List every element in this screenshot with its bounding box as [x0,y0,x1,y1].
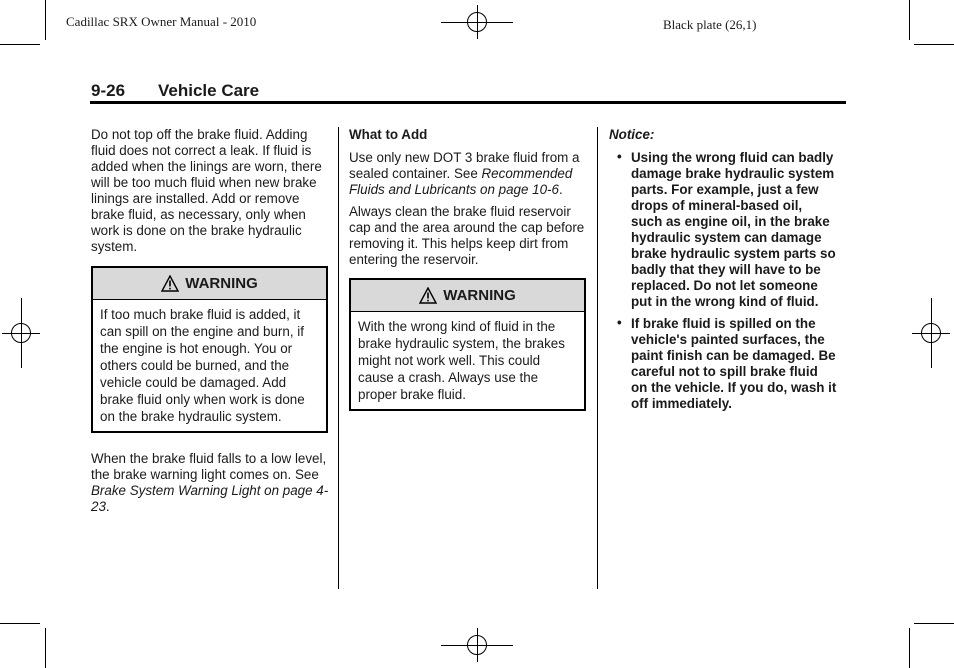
warning-text: If too much brake fluid is added, it can spill on the engine and burn, if the engine is hot enough. You or others could be burned, and the vehicle could be damaged. Add brake fluid only when work is done on the brake hydraulic system. [100,307,305,424]
section-title: Vehicle Care [158,81,260,100]
crop-mark [45,0,46,40]
list-item-text: Using the wrong fluid can badly damage brake hydraulic system parts. For example, just a few drops of mineral-based oil, such as engine oil, in the brake hydraulic system can damage brake hydraulic system parts so badly that they will have to be replaced. Do not let someone put in the wrong kind of fluid. [631,150,836,309]
list-item [609,150,837,310]
notice-label: Notice: [609,127,655,142]
column-2 [349,127,587,411]
paragraph-end: . [558,182,563,197]
paragraph-text: Use only new DOT 3 brake fluid from a sealed container. See [349,150,580,181]
column-3 [609,127,837,418]
warning-header [93,268,326,300]
manual-title: Cadillac SRX Owner Manual - 2010 [66,14,257,29]
warning-triangle-icon [161,275,179,292]
crop-mark [0,44,40,45]
warning-triangle-icon [419,287,437,304]
crop-mark [909,0,910,40]
crop-mark [914,623,954,624]
paragraph [91,451,331,515]
page-number: 9-26 [91,81,126,100]
warning-box [91,266,328,433]
paragraph-end: . [105,499,110,514]
warning-box [349,278,586,411]
warning-title: WARNING [185,274,258,292]
header-rule [90,101,846,104]
paragraph: Do not top off the brake fluid. Adding fluid does not correct a leak. If fluid is added when the linings are worn, there will be too much fluid when new brake linings are installed. Add or remove brake fluid, as necessary, only when work is done on the brake hydraulic system. [91,127,322,254]
plate-label: Black plate (26,1) [663,17,757,32]
bullet-icon: • [617,315,622,330]
column-divider [338,127,339,589]
crop-mark [914,44,954,45]
cross-reference: Brake System Warning Light on page 4-23 [91,483,329,514]
list-item [609,316,837,412]
warning-header [351,280,584,312]
paragraph [349,150,587,198]
paragraph: Always clean the brake fluid reservoir cap and the area around the cap before removing it. This helps keep dirt from entering the reservoir. [349,204,585,267]
list-item-text: If brake fluid is spilled on the vehicle's painted surfaces, the paint finish can be damaged. Be careful not to spill brake fluid on the vehicle. If you do, wash it off immediately. [631,316,837,411]
crop-mark [45,628,46,668]
cross-reference: Recommended Fluids and Lubricants on page 10-6 [349,166,573,197]
column-divider [597,127,598,589]
subsection-heading: What to Add [349,127,428,142]
warning-title: WARNING [443,286,516,304]
paragraph-text: When the brake fluid falls to a low level, the brake warning light comes on. See [91,451,327,482]
crop-mark [909,628,910,668]
crop-mark [0,623,40,624]
notice-list [609,150,837,412]
column-1 [91,127,331,521]
bullet-icon: • [617,149,622,164]
warning-text: With the wrong kind of fluid in the brake hydraulic system, the brakes might not work well. This could cause a crash. Always use the proper brake fluid. [358,319,565,402]
